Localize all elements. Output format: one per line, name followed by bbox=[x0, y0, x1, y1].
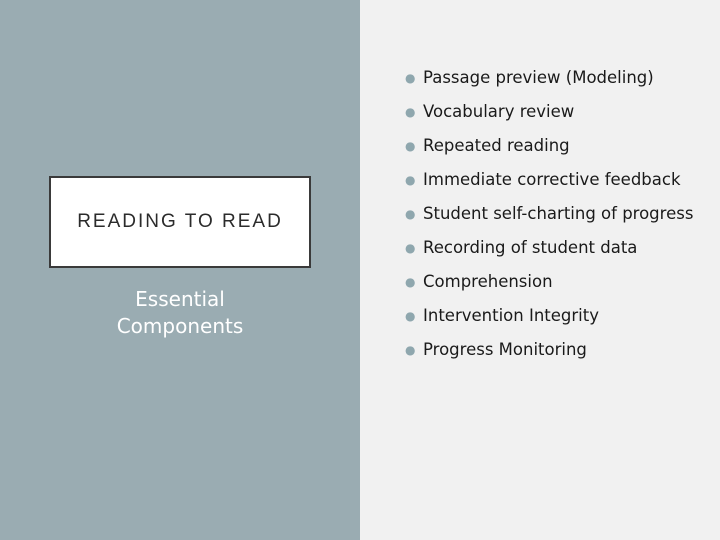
bullet-text: Student self-charting of progress bbox=[423, 204, 694, 223]
bullet-text: Vocabulary review bbox=[423, 102, 575, 121]
bullet-list bbox=[405, 66, 705, 372]
bullet-text: Passage preview (Modeling) bbox=[423, 68, 654, 87]
list-item bbox=[405, 236, 705, 260]
bullet-text: Intervention Integrity bbox=[423, 306, 599, 325]
title-box bbox=[49, 176, 311, 268]
list-item bbox=[405, 202, 705, 226]
bullet-dot-icon: ● bbox=[405, 173, 416, 187]
slide-title: READING TO READ bbox=[77, 211, 283, 232]
bullet-text: Repeated reading bbox=[423, 136, 570, 155]
list-item bbox=[405, 168, 705, 192]
bullet-dot-icon: ● bbox=[405, 343, 416, 357]
bullet-text: Recording of student data bbox=[423, 238, 638, 257]
slide-subtitle bbox=[0, 286, 360, 340]
list-item bbox=[405, 304, 705, 328]
subtitle-line: Components bbox=[116, 314, 244, 338]
bullet-dot-icon: ● bbox=[405, 105, 416, 119]
bullet-dot-icon: ● bbox=[405, 275, 416, 289]
bullet-dot-icon: ● bbox=[405, 139, 416, 153]
list-item bbox=[405, 66, 705, 90]
list-item bbox=[405, 338, 705, 362]
bullet-text: Progress Monitoring bbox=[423, 340, 587, 359]
bullet-dot-icon: ● bbox=[405, 309, 416, 323]
bullet-dot-icon: ● bbox=[405, 207, 416, 221]
bullet-dot-icon: ● bbox=[405, 71, 416, 85]
subtitle-line: Essential bbox=[135, 287, 225, 311]
list-item bbox=[405, 134, 705, 158]
bullet-text: Immediate corrective feedback bbox=[423, 170, 681, 189]
bullet-dot-icon: ● bbox=[405, 241, 416, 255]
list-item bbox=[405, 100, 705, 124]
list-item bbox=[405, 270, 705, 294]
bullet-text: Comprehension bbox=[423, 272, 553, 291]
